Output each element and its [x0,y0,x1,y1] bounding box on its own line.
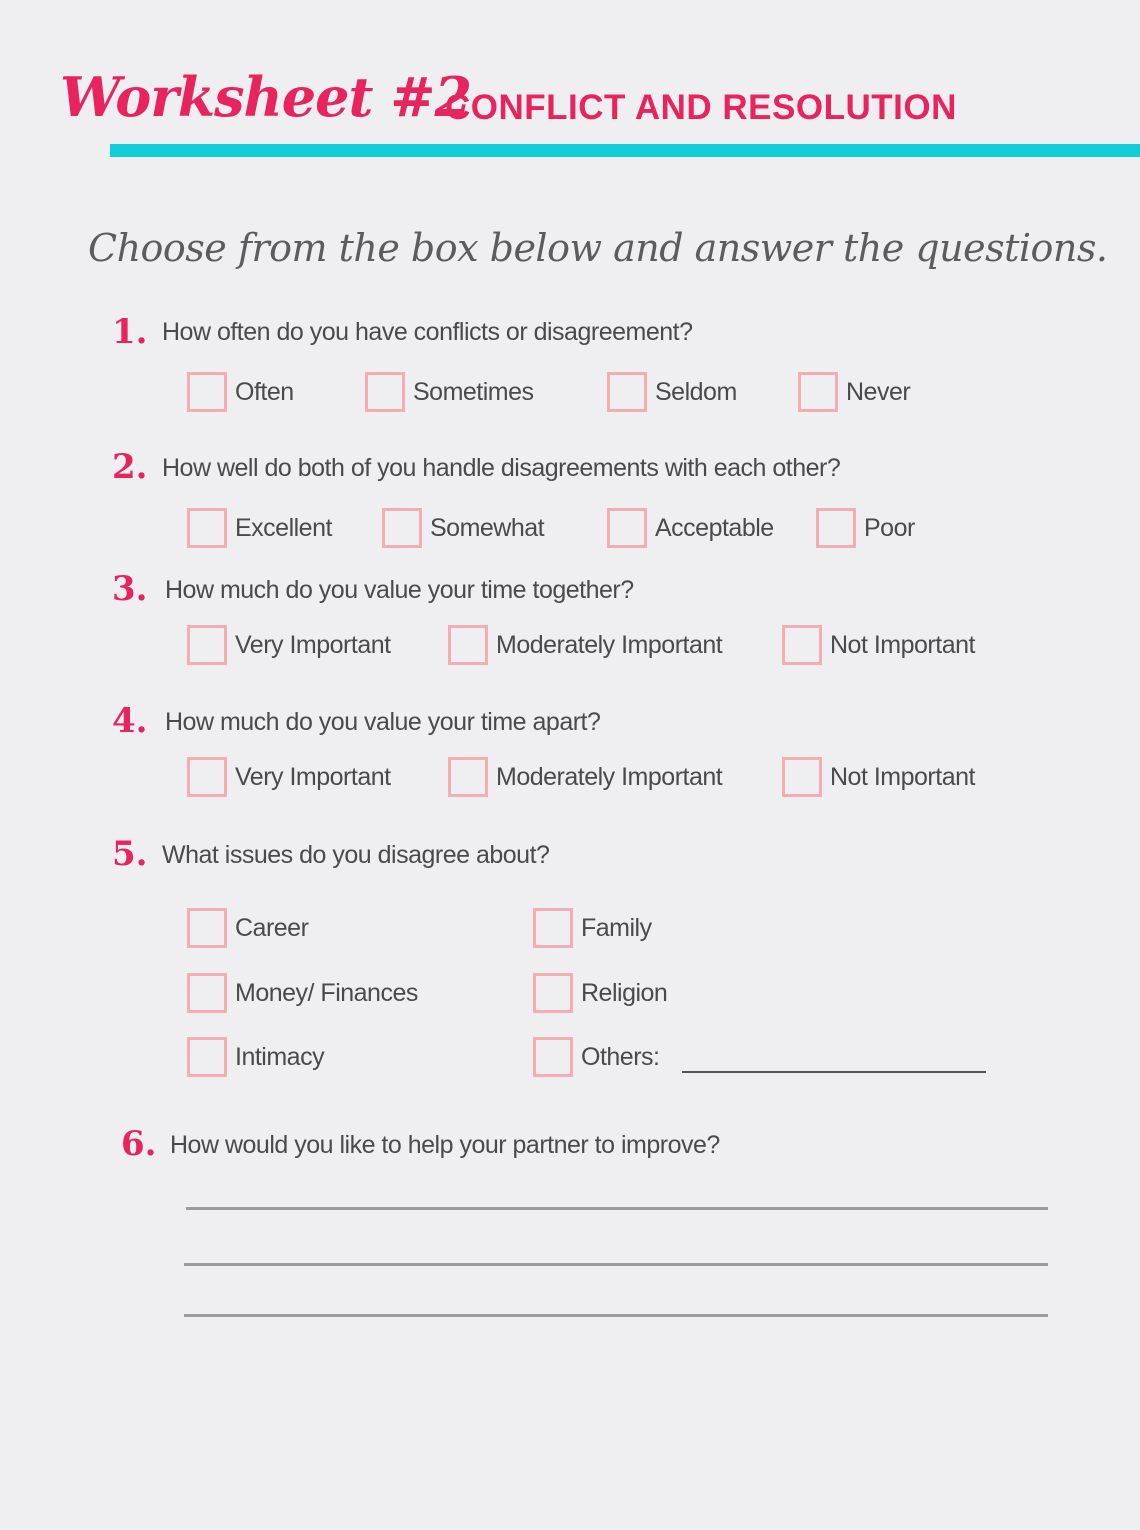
question-6-text: How would you like to help your partner to improve? [170,1131,720,1159]
answer-line-1[interactable] [186,1207,1048,1210]
option-label: Money/ Finances [235,978,418,1007]
option-label: Moderately Important [496,762,723,791]
checkbox[interactable] [533,973,573,1013]
q5-option-career[interactable] [187,908,308,948]
checkbox[interactable] [448,625,488,665]
option-label: Excellent [235,513,332,542]
q3-option-moderately-important[interactable] [448,625,722,665]
option-label: Career [235,913,309,942]
checkbox[interactable] [382,508,422,548]
checkbox[interactable] [782,625,822,665]
option-label: Others: [581,1042,660,1071]
q2-option-poor[interactable] [816,508,915,548]
question-1-number: 1. [112,312,148,352]
checkbox[interactable] [533,1037,573,1077]
checkbox[interactable] [187,973,227,1013]
q1-option-often[interactable] [187,372,294,412]
option-label: Not Important [830,762,975,791]
option-label: Somewhat [430,513,545,542]
option-label: Never [846,377,911,406]
checkbox[interactable] [607,372,647,412]
q3-option-not-important[interactable] [782,625,975,665]
q2-option-somewhat[interactable] [382,508,544,548]
checkbox[interactable] [782,757,822,797]
checkbox[interactable] [187,908,227,948]
question-5-number: 5. [112,834,148,874]
checkbox[interactable] [187,508,227,548]
option-label: Poor [864,513,915,542]
question-3-number: 3. [112,569,148,609]
option-label: Often [235,377,294,406]
instruction-text: Choose from the box below and answer the questions. [88,226,1108,270]
checkbox[interactable] [533,908,573,948]
q2-option-acceptable[interactable] [607,508,774,548]
checkbox[interactable] [187,1037,227,1077]
q5-option-intimacy[interactable] [187,1037,324,1077]
q5-option-money-finances[interactable] [187,973,418,1013]
checkbox[interactable] [187,372,227,412]
q4-option-very-important[interactable] [187,757,391,797]
checkbox[interactable] [607,508,647,548]
question-6-number: 6. [121,1124,157,1164]
checkbox[interactable] [187,625,227,665]
answer-line-3[interactable] [184,1314,1048,1317]
question-5-text: What issues do you disagree about? [162,841,550,869]
title-divider [110,144,1140,157]
checkbox[interactable] [798,372,838,412]
answer-line-2[interactable] [184,1263,1048,1266]
worksheet-title: Worksheet #2 [60,65,472,129]
option-label: Not Important [830,630,975,659]
option-label: Family [581,913,652,942]
option-label: Seldom [655,377,737,406]
q5-option-religion[interactable] [533,973,667,1013]
q4-option-not-important[interactable] [782,757,975,797]
question-4-text: How much do you value your time apart? [165,708,601,736]
option-label: Sometimes [413,377,534,406]
q1-option-never[interactable] [798,372,910,412]
q5-option-family[interactable] [533,908,652,948]
option-label: Intimacy [235,1042,325,1071]
checkbox[interactable] [365,372,405,412]
q4-option-moderately-important[interactable] [448,757,722,797]
question-3-text: How much do you value your time together? [165,576,634,604]
option-label: Religion [581,978,668,1007]
q3-option-very-important[interactable] [187,625,391,665]
worksheet-subtitle: CONFLICT AND RESOLUTION [445,88,957,127]
q1-option-sometimes[interactable] [365,372,534,412]
option-label: Very Important [235,762,391,791]
option-label: Acceptable [655,513,774,542]
others-write-in-line[interactable] [682,1071,986,1073]
question-4-number: 4. [112,701,148,741]
question-2-text: How well do both of you handle disagreements with each other? [162,454,841,482]
checkbox[interactable] [448,757,488,797]
checkbox[interactable] [816,508,856,548]
question-2-number: 2. [112,447,148,487]
question-1-text: How often do you have conflicts or disagreement? [162,318,693,346]
option-label: Moderately Important [496,630,723,659]
q1-option-seldom[interactable] [607,372,737,412]
q5-option-others[interactable] [533,1037,659,1077]
checkbox[interactable] [187,757,227,797]
option-label: Very Important [235,630,391,659]
q2-option-excellent[interactable] [187,508,332,548]
